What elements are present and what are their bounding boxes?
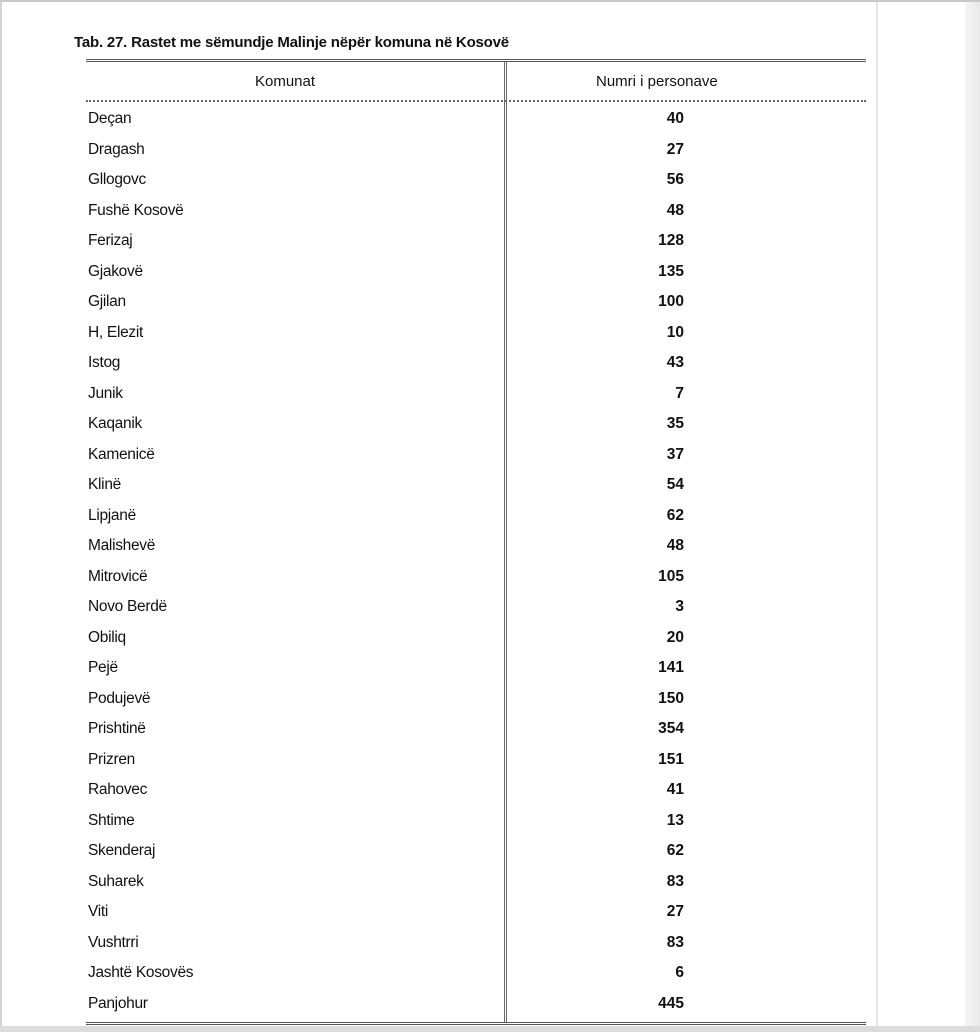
person-count: 105 <box>658 567 684 585</box>
person-count: 40 <box>666 110 684 127</box>
municipality-name: Kamenicë <box>88 445 155 463</box>
municipality-name: Novo Berdë <box>88 598 167 615</box>
person-count: 54 <box>666 476 684 493</box>
municipality-name: Lipjanë <box>88 506 136 524</box>
municipality-name: Ferizaj <box>88 232 133 249</box>
table-row <box>0 563 980 594</box>
table-top-rule <box>86 59 866 62</box>
table-row <box>0 929 980 960</box>
table-row <box>0 746 980 777</box>
municipality-name: Malishevë <box>88 537 156 554</box>
table-row <box>0 959 980 990</box>
table-row <box>0 471 980 502</box>
person-count: 135 <box>658 262 684 280</box>
municipality-name: Suharek <box>88 872 144 890</box>
table-row <box>0 166 980 197</box>
person-count: 128 <box>658 232 684 249</box>
person-count: 445 <box>658 994 684 1012</box>
municipality-name: H, Elezit <box>88 323 144 341</box>
person-count: 3 <box>675 598 684 615</box>
table-row <box>0 441 980 472</box>
table-row <box>0 288 980 319</box>
municipality-name: Junik <box>88 384 123 402</box>
person-count: 141 <box>658 659 684 676</box>
table-row <box>0 624 980 655</box>
person-count: 43 <box>666 354 684 371</box>
person-count: 56 <box>666 171 684 188</box>
person-count: 354 <box>658 720 684 737</box>
person-count: 83 <box>666 933 684 951</box>
person-count: 27 <box>666 903 684 920</box>
municipality-name: Skenderaj <box>88 842 156 859</box>
municipality-name: Kaqanik <box>88 415 142 432</box>
municipality-name: Shtime <box>88 811 135 829</box>
table-bottom-rule <box>86 1022 866 1025</box>
municipality-name: Gjakovë <box>88 262 143 280</box>
table-row <box>0 136 980 167</box>
person-count: 10 <box>666 323 684 341</box>
header-rule <box>86 100 866 102</box>
municipality-name: Gllogovc <box>88 171 146 188</box>
person-count: 83 <box>666 872 684 890</box>
table-row <box>0 837 980 868</box>
person-count: 62 <box>666 506 684 524</box>
column-header-numri: Numri i personave <box>596 73 718 90</box>
person-count: 20 <box>666 628 684 646</box>
table-row <box>0 654 980 685</box>
municipality-name: Fushë Kosovë <box>88 201 184 219</box>
person-count: 13 <box>666 811 684 829</box>
page-bottom-edge <box>0 1026 980 1032</box>
table-row <box>0 868 980 899</box>
person-count: 37 <box>666 445 684 463</box>
table-row <box>0 593 980 624</box>
table-row <box>0 898 980 929</box>
municipality-name: Rahovec <box>88 781 148 798</box>
municipality-name: Vushtrri <box>88 933 139 951</box>
person-count: 150 <box>658 689 684 707</box>
person-count: 62 <box>666 842 684 859</box>
table-row <box>0 532 980 563</box>
municipality-name: Panjohur <box>88 994 148 1012</box>
person-count: 35 <box>666 415 684 432</box>
table-body <box>0 105 980 1020</box>
table-row <box>0 685 980 716</box>
table-row <box>0 380 980 411</box>
municipality-name: Istog <box>88 354 121 371</box>
table-row <box>0 258 980 289</box>
table-row <box>0 410 980 441</box>
municipality-name: Gjilan <box>88 293 126 310</box>
person-count: 27 <box>666 140 684 158</box>
column-header-komunat: Komunat <box>255 73 316 90</box>
person-count: 41 <box>666 781 684 798</box>
municipality-name: Dragash <box>88 140 145 158</box>
municipality-name: Prizren <box>88 750 135 768</box>
table-row <box>0 990 980 1021</box>
municipality-name: Pejë <box>88 659 118 676</box>
table-row <box>0 197 980 228</box>
table-row <box>0 319 980 350</box>
person-count: 151 <box>658 750 684 768</box>
municipality-name: Viti <box>88 903 109 920</box>
municipality-name: Jashtë Kosovës <box>88 964 194 981</box>
municipality-name: Obiliq <box>88 628 126 646</box>
municipality-name: Prishtinë <box>88 720 146 737</box>
table-row <box>0 715 980 746</box>
table-row <box>0 105 980 136</box>
table-row <box>0 349 980 380</box>
municipality-name: Mitrovicë <box>88 567 148 585</box>
table-row <box>0 776 980 807</box>
municipality-name: Deçan <box>88 110 132 127</box>
person-count: 7 <box>675 384 684 402</box>
table-row <box>0 807 980 838</box>
person-count: 48 <box>666 201 684 219</box>
person-count: 6 <box>675 964 684 981</box>
municipality-name: Klinë <box>88 476 121 493</box>
person-count: 48 <box>666 537 684 554</box>
person-count: 100 <box>658 293 684 310</box>
table-title: Tab. 27. Rastet me sëmundje Malinje nëpër komuna në Kosovë <box>74 34 509 51</box>
municipality-name: Podujevë <box>88 689 151 707</box>
table-row <box>0 227 980 258</box>
table-row <box>0 502 980 533</box>
